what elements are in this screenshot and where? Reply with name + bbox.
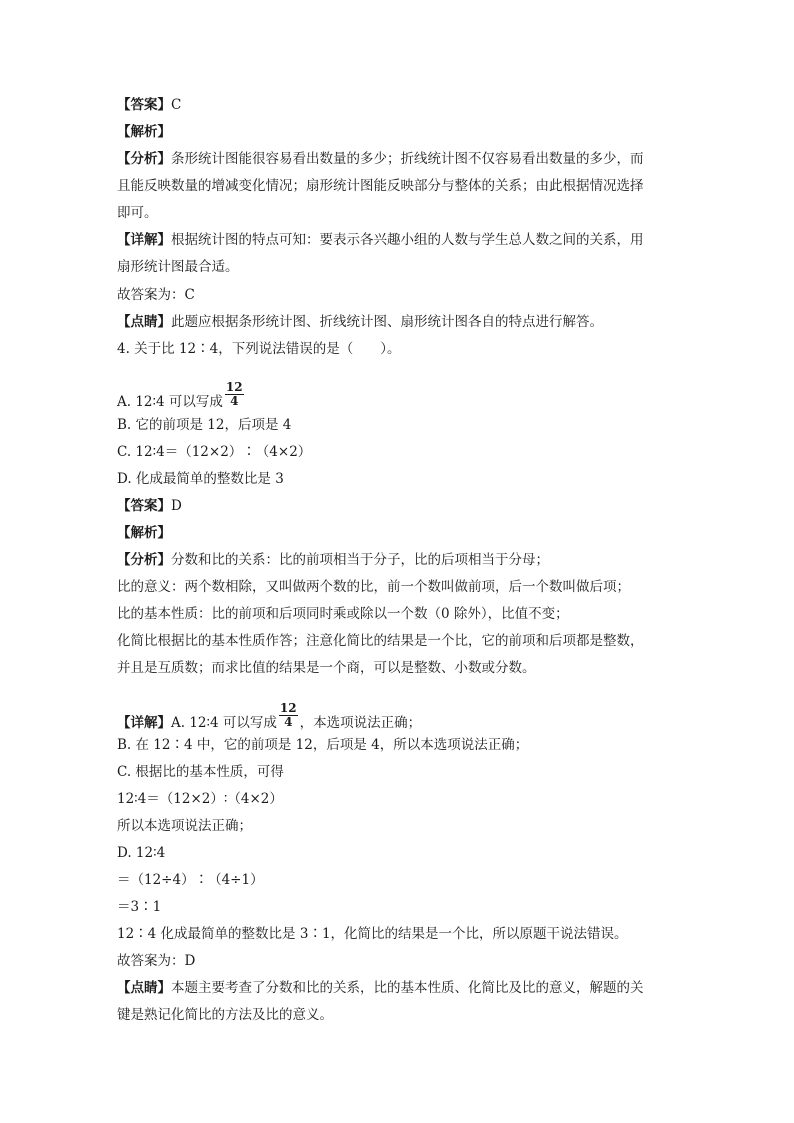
q4-dianjing-line1: [117, 980, 677, 996]
fraction-numerator: 12: [279, 701, 297, 715]
q4-option-a: [117, 380, 677, 416]
q4-analysis-heading: 【解析】: [117, 525, 171, 541]
q3-answer-line: [117, 97, 677, 113]
q3-analysis-heading: 【解析】: [117, 124, 171, 140]
q3-xiangjie-line1: [117, 232, 677, 248]
q4-fenxi-line4: 化简比根据比的基本性质作答；注意化简比的结果是一个比，它的前项和后项都是整数，: [117, 633, 644, 649]
q4-option-b: B. 它的前项是 12，后项是 4: [117, 417, 292, 433]
q4-xiangjie-d2: ＝（12÷4）∶（4÷1）: [117, 872, 264, 888]
q4-xiangjie-b: B. 在 12∶4 中，它的前项是 12，后项是 4，所以本选项说法正确；: [117, 737, 529, 753]
xiangjie-tag: 【详解】: [117, 232, 171, 248]
q4-xiangjie-c3: 所以本选项说法正确；: [117, 818, 252, 834]
dianjing-text: 本题主要考查了分数和比的关系，比的基本性质、化简比及比的意义，解题的关: [171, 980, 644, 996]
q4-xiangjie-d1: D. 12∶4: [117, 845, 166, 861]
q3-dianjing-line: [117, 314, 677, 330]
q4-fenxi-line2: 比的意义：两个数相除，又叫做两个数的比，前一个数叫做前项，后一个数叫做后项；: [117, 579, 630, 595]
q3-final-answer: 故答案为：C: [117, 287, 195, 303]
q4-dianjing-line2: 键是熟记化简比的方法及比的意义。: [117, 1007, 333, 1023]
q3-fenxi-line3: 即可。: [117, 205, 158, 221]
dianjing-tag: 【点睛】: [117, 980, 171, 996]
xiangjie-a-text: A. 12∶4 可以写成: [171, 715, 277, 731]
q3-fenxi-line2: 且能反映数量的增减变化情况；扇形统计图能反映部分与整体的关系；由此根据情况选择: [117, 178, 644, 194]
fraction-denominator: 4: [230, 394, 239, 408]
q4-answer-line: [117, 498, 677, 514]
fraction-numerator: 12: [225, 380, 243, 394]
xiangjie-a-suffix: ，本选项说法正确；: [299, 715, 422, 731]
answer-tag: 【答案】: [117, 97, 171, 113]
fenxi-text: 分数和比的关系：比的前项相当于分子，比的后项相当于分母；: [171, 552, 549, 568]
q3-fenxi-line1: [117, 151, 677, 167]
fraction-12-over-4: [225, 381, 244, 408]
q4-xiangjie-c1: C. 根据比的基本性质，可得: [117, 764, 284, 780]
option-a-text: A. 12∶4 可以写成: [117, 394, 223, 410]
answer-tag: 【答案】: [117, 498, 171, 514]
fraction-12-over-4: [279, 702, 298, 729]
q4-final-answer: 故答案为：D: [117, 953, 196, 969]
q4-xiangjie-c2: 12∶4＝（12×2）∶（4×2）: [117, 791, 283, 807]
q4-fenxi-line3: 比的基本性质：比的前项和后项同时乘或除以一个数（0 除外），比值不变；: [117, 606, 569, 622]
xiangjie-tag: 【详解】: [117, 715, 171, 731]
q4-fenxi-line1: [117, 552, 677, 568]
answer-value: D: [171, 498, 182, 514]
fraction-denominator: 4: [284, 715, 293, 729]
q4-xiangjie-a: [117, 701, 677, 737]
q4-option-d: D. 化成最简单的整数比是 3: [117, 471, 284, 487]
q4-option-c: C. 12∶4＝（12×2）∶（4×2）: [117, 444, 312, 460]
q4-xiangjie-d4: 12∶4 化成最简单的整数比是 3∶1，化简比的结果是一个比，所以原题干说法错误。: [117, 926, 628, 942]
fenxi-tag: 【分析】: [117, 552, 171, 568]
answer-value: C: [171, 97, 182, 113]
fenxi-text: 条形统计图能很容易看出数量的多少；折线统计图不仅容易看出数量的多少，而: [171, 151, 644, 167]
xiangjie-text: 根据统计图的特点可知：要表示各兴趣小组的人数与学生总人数之间的关系，用: [171, 232, 644, 248]
dianjing-text: 此题应根据条形统计图、折线统计图、扇形统计图各自的特点进行解答。: [171, 314, 603, 330]
q4-fenxi-line5: 并且是互质数；而求比值的结果是一个商，可以是整数、小数或分数。: [117, 660, 536, 676]
dianjing-tag: 【点睛】: [117, 314, 171, 330]
q3-xiangjie-line2: 扇形统计图最合适。: [117, 259, 239, 275]
q4-question: 4. 关于比 12∶4，下列说法错误的是（ ）。: [117, 341, 401, 357]
fenxi-tag: 【分析】: [117, 151, 171, 167]
q4-xiangjie-d3: ＝3∶1: [117, 899, 162, 915]
